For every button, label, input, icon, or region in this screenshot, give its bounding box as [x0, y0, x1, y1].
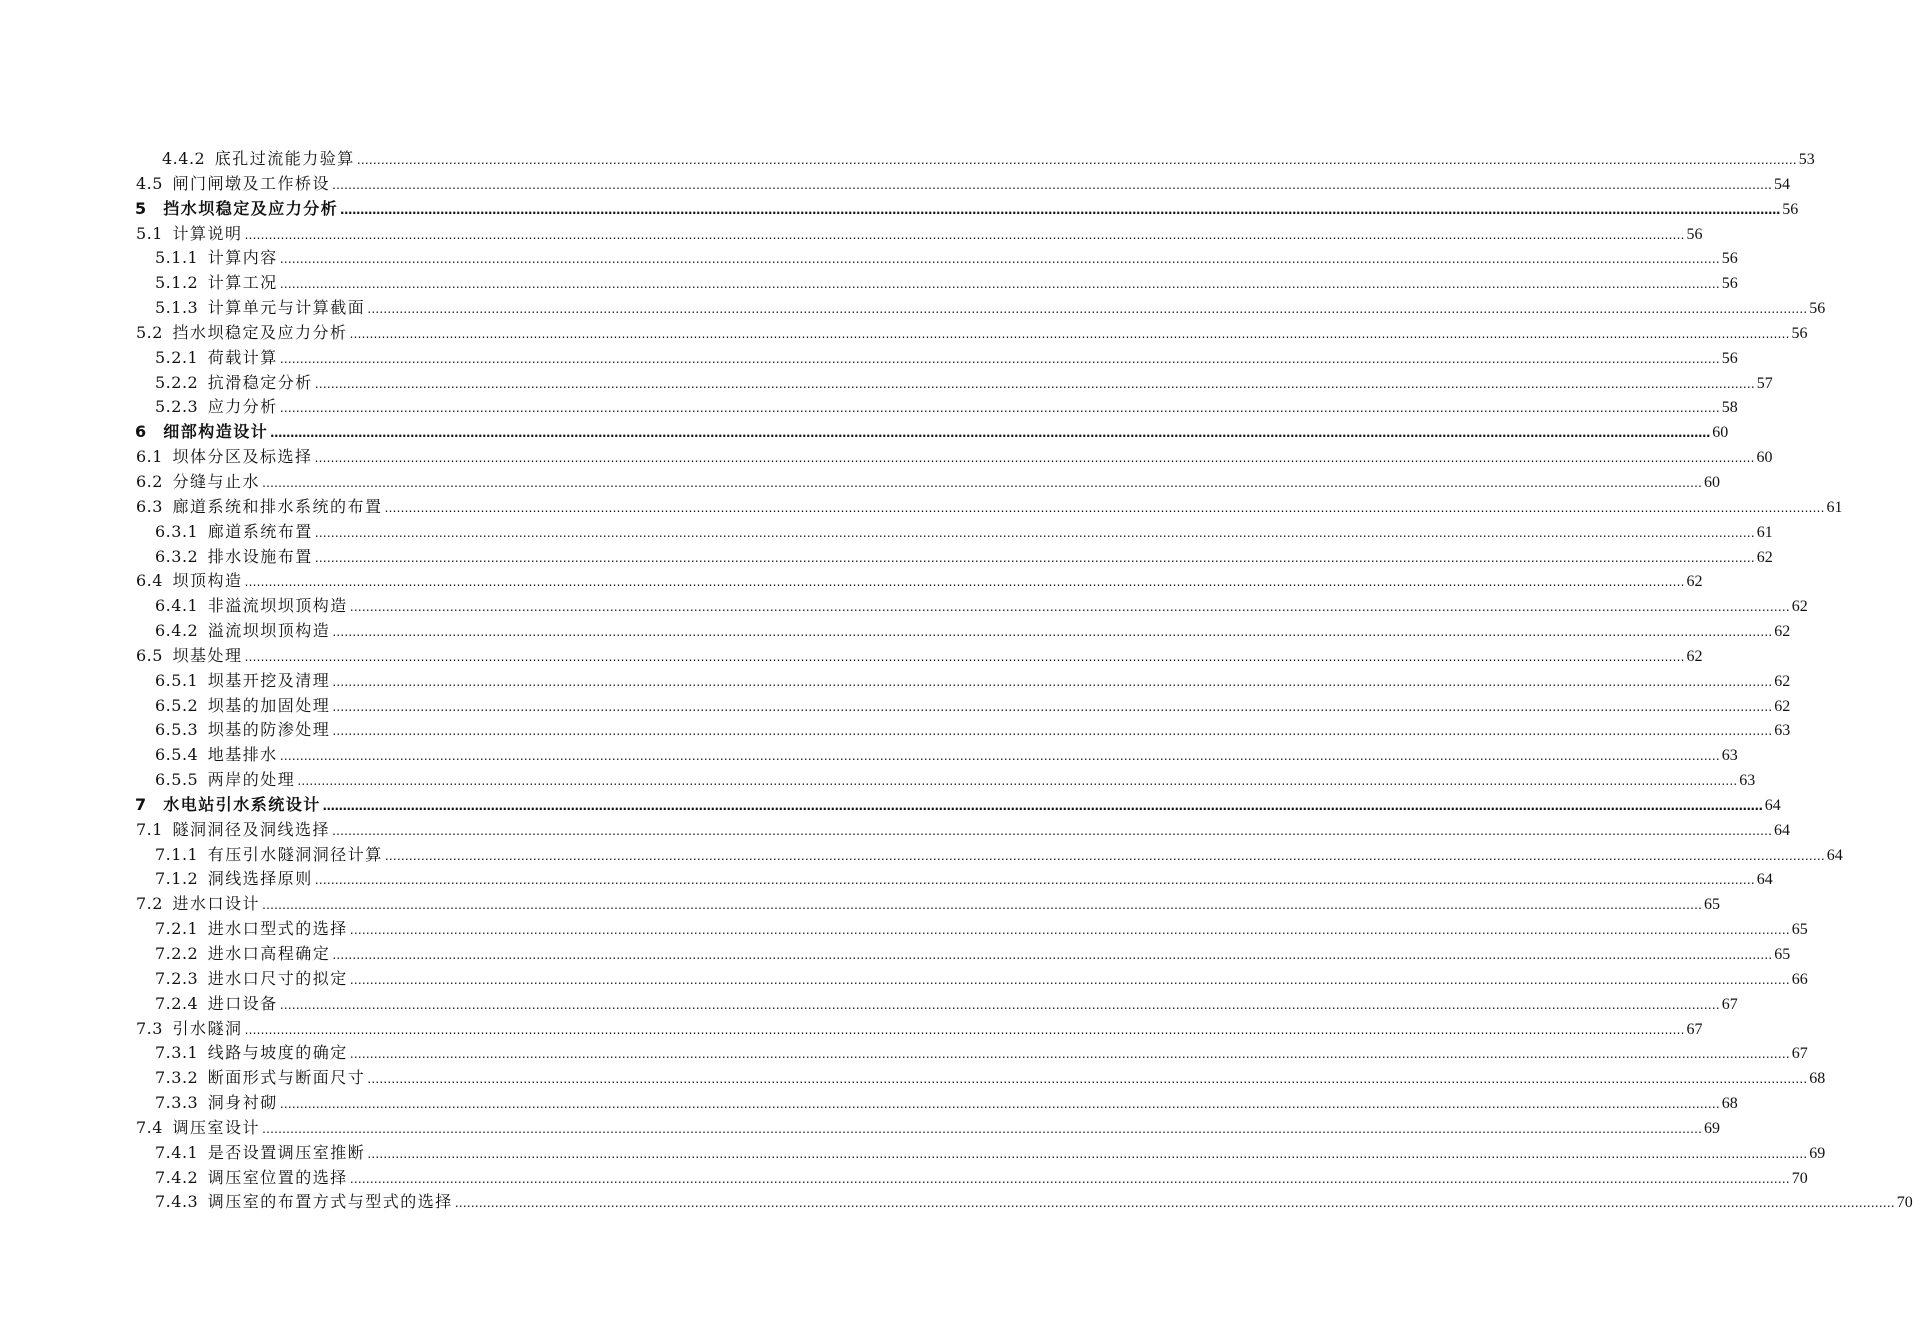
toc-entry-label — [136, 445, 312, 470]
toc-entry-title: 坝基的防渗处理 — [207, 720, 331, 740]
toc-entry-gap — [198, 745, 208, 764]
toc-entry-page-number: 60 — [1756, 449, 1773, 467]
toc-entry-number: 7.2.4 — [155, 993, 199, 1013]
toc-entry-page-number: 65 — [1703, 896, 1720, 914]
toc-entry-label — [136, 818, 330, 843]
toc-entry-page-number: 62 — [1791, 598, 1808, 616]
toc-entry-label — [155, 594, 348, 619]
toc-entry-label — [155, 545, 313, 570]
toc-entry-gap — [147, 199, 164, 218]
toc-entry-page-number: 60 — [1712, 424, 1729, 442]
toc-dot-leader: ……………………………………………………………………………………………………………………………………………………………………………………………………………………………………………………………………………………………………………………………… — [331, 177, 1772, 192]
toc-dot-leader: ……………………………………………………………………………………………………………………………………………………………………………………………………………………………………………………………………………………………………………………………… — [279, 252, 1720, 267]
toc-entry-title: 非溢流坝坝顶构造 — [207, 596, 348, 616]
toc-entry-label — [135, 197, 338, 222]
toc-dot-leader: ……………………………………………………………………………………………………………………………………………………………………………………………………………………………………………………………………………………………………………………………… — [314, 376, 1755, 391]
toc-entry-page-number: 64 — [1773, 821, 1790, 839]
toc-entry-title: 调压室位置的选择 — [207, 1167, 348, 1187]
toc-entry[interactable] — [0, 967, 1808, 992]
toc-entry-gap — [198, 969, 208, 988]
toc-entry-page-number: 58 — [1721, 399, 1738, 417]
toc-entry[interactable] — [0, 768, 1756, 793]
toc-entry-gap — [198, 919, 208, 938]
toc-entry-number: 7.3.3 — [155, 1093, 199, 1113]
toc-entry[interactable] — [0, 569, 1703, 594]
toc-entry-page-number: 64 — [1764, 796, 1781, 814]
toc-entry-gap — [198, 373, 208, 392]
toc-entry-number: 6.2 — [136, 471, 163, 491]
toc-entry-page-number: 56 — [1782, 200, 1799, 218]
toc-entry-label — [155, 1190, 453, 1215]
toc-dot-leader: ……………………………………………………………………………………………………………………………………………………………………………………………………………………………………………………………………………………………………………………………… — [261, 1121, 1702, 1136]
toc-entry-number: 6.5.5 — [155, 770, 199, 790]
toc-entry-number: 6.1 — [136, 447, 163, 467]
toc-dot-leader: ……………………………………………………………………………………………………………………………………………………………………………………………………………………………………………………………………………………………………………………………… — [349, 600, 1790, 615]
toc-entry[interactable] — [0, 644, 1703, 669]
toc-entry-label — [155, 942, 330, 967]
toc-entry[interactable] — [0, 1190, 1913, 1215]
toc-entry-number: 6.5.2 — [155, 695, 199, 715]
toc-entry-title: 洞身衬砌 — [207, 1093, 278, 1113]
toc-entry-page-number: 56 — [1721, 349, 1738, 367]
toc-entry-gap — [198, 1043, 208, 1062]
toc-dot-leader: ……………………………………………………………………………………………………………………………………………………………………………………………………………………………………………………………………………………………………………………………… — [244, 1022, 1685, 1037]
toc-entry-number: 5.1.2 — [155, 273, 199, 293]
toc-entry-title: 坝基开挖及清理 — [207, 670, 331, 690]
toc-entry-number: 6.4.2 — [155, 621, 199, 641]
toc-entry-title: 挡水坝稳定及应力分析 — [172, 322, 348, 342]
toc-entry-number: 6.5.4 — [155, 745, 199, 765]
toc-entry-title: 挡水坝稳定及应力分析 — [163, 198, 339, 218]
toc-entry-number: 5.1 — [136, 223, 163, 243]
toc-entry[interactable] — [0, 892, 1720, 917]
toc-entry-number: 7 — [135, 794, 147, 814]
toc-entry-label — [162, 147, 355, 172]
toc-entry-title: 廊道系统布置 — [207, 521, 313, 541]
toc-entry-title: 计算内容 — [207, 248, 278, 268]
toc-entry-title: 两岸的处理 — [207, 770, 296, 790]
toc-entry[interactable] — [0, 197, 1799, 222]
toc-entry-page-number: 56 — [1721, 275, 1738, 293]
toc-entry-page-number: 63 — [1739, 772, 1756, 790]
toc-entry-gap — [198, 944, 208, 963]
toc-dot-leader: ……………………………………………………………………………………………………………………………………………………………………………………………………………………………………………………………………………………………………………………………… — [279, 351, 1720, 366]
toc-entry-label — [155, 1166, 348, 1191]
toc-entry[interactable] — [0, 694, 1791, 719]
toc-entry-page-number: 67 — [1686, 1020, 1703, 1038]
toc-entry-title: 抗滑稳定分析 — [207, 372, 313, 392]
toc-entry-number: 6.5.3 — [155, 720, 199, 740]
toc-entry-gap — [147, 795, 164, 814]
toc-entry-number: 7.4.2 — [155, 1167, 199, 1187]
toc-entry-gap — [198, 248, 208, 267]
toc-dot-leader: ……………………………………………………………………………………………………………………………………………………………………………………………………………………………………………………………………………………………………………………………… — [332, 948, 1773, 962]
toc-entry-gap — [198, 298, 208, 317]
toc-entry[interactable] — [0, 1091, 1738, 1116]
toc-entry[interactable] — [0, 470, 1720, 495]
toc-entry[interactable] — [0, 395, 1738, 420]
toc-entry[interactable] — [0, 793, 1781, 818]
toc-entry-title: 调压室设计 — [172, 1117, 260, 1137]
toc-dot-leader: ……………………………………………………………………………………………………………………………………………………………………………………………………………………………………………………………………………………………………………………………… — [279, 401, 1720, 416]
toc-entry[interactable] — [0, 172, 1790, 197]
toc-entry[interactable] — [0, 942, 1791, 967]
toc-dot-leader: ……………………………………………………………………………………………………………………………………………………………………………………………………………………………………………………………………………………………………………………………… — [367, 302, 1808, 317]
table-of-contents — [0, 147, 1913, 1215]
toc-entry-label — [155, 1091, 278, 1116]
toc-entry[interactable] — [0, 246, 1738, 271]
toc-dot-leader: ……………………………………………………………………………………………………………………………………………………………………………………………………………………………………………………………………………………………………………………………… — [270, 426, 1711, 441]
toc-entry-gap — [198, 596, 208, 615]
toc-dot-leader: ……………………………………………………………………………………………………………………………………………………………………………………………………………………………………………………………………………………………………………………………… — [367, 1146, 1808, 1161]
toc-entry-number: 5.1.1 — [155, 248, 199, 268]
toc-entry-number: 5 — [135, 198, 147, 218]
toc-entry-gap — [198, 671, 208, 690]
toc-entry-title: 隧洞洞径及洞线选择 — [172, 819, 330, 839]
toc-entry[interactable] — [0, 1141, 1826, 1166]
toc-entry-number: 7.4.3 — [155, 1192, 199, 1212]
toc-dot-leader: ……………………………………………………………………………………………………………………………………………………………………………………………………………………………………………………………………………………………………………………………… — [314, 451, 1755, 466]
toc-entry-gap — [198, 1192, 208, 1211]
toc-entry-number: 6 — [135, 422, 147, 442]
toc-entry-gap — [205, 149, 215, 168]
toc-entry-page-number: 62 — [1756, 548, 1773, 566]
toc-entry-number: 7.1 — [136, 819, 163, 839]
toc-entry-page-number: 61 — [1826, 498, 1843, 516]
toc-dot-leader: ……………………………………………………………………………………………………………………………………………………………………………………………………………………………………………………………………………………………………………………………… — [314, 873, 1755, 888]
toc-entry-page-number: 62 — [1774, 672, 1791, 690]
toc-entry-title: 坝体分区及标选择 — [172, 447, 313, 467]
toc-entry-title: 应力分析 — [207, 397, 278, 417]
toc-entry-number: 7.3 — [136, 1018, 163, 1038]
toc-entry[interactable] — [0, 992, 1738, 1017]
toc-entry-page-number: 66 — [1791, 970, 1808, 988]
toc-entry-title: 进水口高程确定 — [207, 944, 331, 963]
toc-dot-leader: ……………………………………………………………………………………………………………………………………………………………………………………………………………………………………………………………………………………………………………………………… — [244, 649, 1685, 664]
toc-entry[interactable] — [0, 743, 1738, 768]
toc-entry-number: 5.2.2 — [155, 372, 199, 392]
toc-entry-gap — [198, 348, 208, 367]
toc-entry-number: 7.1.1 — [155, 844, 199, 864]
toc-entry-title: 排水设施布置 — [207, 546, 313, 566]
toc-entry-label — [155, 917, 348, 942]
toc-entry-gap — [198, 397, 208, 416]
toc-entry-page-number: 54 — [1773, 175, 1790, 193]
toc-entry-gap — [198, 547, 208, 566]
toc-entry-label — [136, 644, 242, 669]
toc-entry[interactable] — [0, 222, 1703, 247]
toc-entry-gap — [198, 522, 208, 541]
toc-entry-title: 荷载计算 — [207, 347, 278, 367]
toc-entry-page-number: 65 — [1774, 946, 1791, 963]
toc-entry-number: 6.3 — [136, 496, 163, 516]
toc-entry-gap — [198, 1143, 208, 1162]
toc-entry-label — [155, 395, 278, 420]
toc-dot-leader: ……………………………………………………………………………………………………………………………………………………………………………………………………………………………………………………………………………………………………………………………… — [454, 1196, 1895, 1211]
toc-entry-number: 7.2.2 — [155, 944, 199, 963]
toc-entry-page-number: 62 — [1686, 573, 1703, 591]
toc-entry-label — [155, 520, 313, 545]
toc-dot-leader: ……………………………………………………………………………………………………………………………………………………………………………………………………………………………………………………………………………………………………………………………… — [261, 475, 1702, 490]
toc-entry-title: 廊道系统和排水系统的布置 — [172, 496, 383, 516]
toc-entry-number: 4.5 — [136, 173, 163, 193]
toc-entry-page-number: 56 — [1686, 225, 1703, 243]
toc-entry[interactable] — [0, 1066, 1826, 1091]
toc-entry-title: 断面形式与断面尺寸 — [207, 1068, 366, 1088]
toc-entry-label — [155, 669, 330, 694]
toc-entry-number: 6.5 — [136, 645, 163, 665]
toc-dot-leader: ……………………………………………………………………………………………………………………………………………………………………………………………………………………………………………………………………………………………………………………………… — [349, 326, 1790, 341]
toc-entry[interactable] — [0, 619, 1791, 644]
toc-entry[interactable] — [0, 545, 1773, 570]
toc-dot-leader: ……………………………………………………………………………………………………………………………………………………………………………………………………………………………………………………………………………………………………………………………… — [314, 550, 1755, 565]
toc-dot-leader: ……………………………………………………………………………………………………………………………………………………………………………………………………………………………………………………………………………………………………………………………… — [384, 500, 1825, 515]
toc-entry-title: 有压引水隧洞洞径计算 — [207, 844, 383, 864]
toc-entry[interactable] — [0, 420, 1729, 445]
toc-dot-leader: ……………………………………………………………………………………………………………………………………………………………………………………………………………………………………………………………………………………………………………………………… — [279, 277, 1720, 292]
toc-entry[interactable] — [0, 669, 1791, 694]
toc-entry-page-number: 69 — [1703, 1119, 1720, 1137]
toc-entry-label — [155, 371, 313, 396]
toc-entry-gap — [198, 845, 208, 864]
toc-entry-label — [155, 843, 383, 868]
toc-entry-page-number: 67 — [1791, 1045, 1808, 1063]
toc-entry-number: 7.4 — [136, 1117, 163, 1137]
toc-entry-label — [136, 1116, 260, 1141]
toc-entry-label — [155, 1141, 365, 1166]
toc-entry-gap — [198, 1068, 208, 1087]
toc-entry-label — [136, 1017, 242, 1042]
toc-entry-gap — [198, 720, 208, 739]
toc-entry-page-number: 57 — [1756, 374, 1773, 392]
toc-dot-leader: ……………………………………………………………………………………………………………………………………………………………………………………………………………………………………………………………………………………………………………………………… — [349, 972, 1790, 987]
toc-entry-number: 5.2.1 — [155, 347, 199, 367]
toc-entry-title: 进口设备 — [207, 993, 278, 1013]
toc-entry-gap — [198, 696, 208, 715]
toc-dot-leader: ……………………………………………………………………………………………………………………………………………………………………………………………………………………………………………………………………………………………………………………………… — [332, 674, 1773, 689]
toc-entry-label — [155, 992, 278, 1017]
toc-entry-title: 进水口型式的选择 — [207, 919, 348, 939]
toc-dot-leader: ……………………………………………………………………………………………………………………………………………………………………………………………………………………………………………………………………………………………………………………………… — [349, 1171, 1790, 1186]
toc-entry-title: 分缝与止水 — [172, 471, 260, 491]
toc-entry-gap — [147, 422, 164, 441]
toc-dot-leader: ……………………………………………………………………………………………………………………………………………………………………………………………………………………………………………………………………………………………………………………………… — [367, 1072, 1808, 1087]
toc-entry-page-number: 56 — [1791, 324, 1808, 342]
toc-dot-leader: ……………………………………………………………………………………………………………………………………………………………………………………………………………………………………………………………………………………………………………………………… — [261, 898, 1702, 913]
toc-entry[interactable] — [0, 495, 1843, 520]
toc-entry-label — [155, 296, 365, 321]
toc-entry-label — [136, 321, 347, 346]
toc-entry-label — [155, 768, 295, 793]
toc-entry-number: 7.2.1 — [155, 919, 199, 939]
toc-entry-title: 进水口尺寸的拟定 — [207, 968, 348, 988]
toc-entry-label — [155, 867, 313, 892]
toc-entry-label — [155, 743, 278, 768]
toc-entry-label — [155, 619, 330, 644]
toc-entry-page-number: 67 — [1721, 995, 1738, 1013]
toc-entry[interactable] — [0, 321, 1808, 346]
toc-entry-label — [136, 470, 260, 495]
toc-entry-title: 坝基的加固处理 — [207, 695, 331, 715]
toc-dot-leader: ……………………………………………………………………………………………………………………………………………………………………………………………………………………………………………………………………………………………………………………………… — [332, 699, 1773, 714]
toc-entry-label — [136, 222, 242, 247]
toc-entry-number: 7.1.2 — [155, 869, 199, 889]
toc-entry-title: 溢流坝坝顶构造 — [207, 621, 331, 641]
toc-entry-title: 闸门闸墩及工作桥设 — [172, 173, 330, 193]
toc-entry-page-number: 53 — [1798, 151, 1815, 168]
toc-entry-label — [155, 271, 278, 296]
toc-entry-page-number: 62 — [1774, 697, 1791, 715]
toc-entry-gap — [198, 994, 208, 1013]
toc-entry-label — [136, 172, 330, 197]
toc-entry-label — [155, 246, 278, 271]
toc-entry[interactable] — [0, 520, 1773, 545]
toc-entry-label — [136, 569, 242, 594]
toc-entry[interactable] — [0, 818, 1790, 843]
toc-entry-gap — [198, 1168, 208, 1187]
toc-entry-page-number: 56 — [1809, 300, 1826, 318]
toc-entry-title: 地基排水 — [207, 745, 278, 765]
toc-dot-leader: ……………………………………………………………………………………………………………………………………………………………………………………………………………………………………………………………………………………………………………………………… — [297, 774, 1738, 789]
toc-entry-number: 6.4.1 — [155, 596, 199, 616]
toc-dot-leader: ……………………………………………………………………………………………………………………………………………………………………………………………………………………………………………………………………………………………………………………………… — [356, 153, 1797, 167]
toc-entry-number: 7.3.1 — [155, 1043, 199, 1063]
toc-entry-number: 5.2 — [136, 322, 163, 342]
toc-entry-label — [155, 1041, 348, 1066]
toc-entry-page-number: 70 — [1896, 1194, 1913, 1212]
toc-entry-number: 7.3.2 — [155, 1068, 199, 1088]
toc-dot-leader: ……………………………………………………………………………………………………………………………………………………………………………………………………………………………………………………………………………………………………………………………… — [279, 997, 1720, 1012]
toc-dot-leader: ……………………………………………………………………………………………………………………………………………………………………………………………………………………………………………………………………………………………………………………………… — [340, 202, 1781, 217]
toc-entry-page-number: 63 — [1774, 722, 1791, 740]
toc-entry[interactable] — [0, 843, 1843, 868]
toc-entry-label — [136, 892, 260, 917]
toc-entry-label — [136, 495, 382, 520]
toc-dot-leader: ……………………………………………………………………………………………………………………………………………………………………………………………………………………………………………………………………………………………………………………………… — [279, 1097, 1720, 1112]
toc-entry[interactable] — [0, 271, 1738, 296]
toc-dot-leader: ……………………………………………………………………………………………………………………………………………………………………………………………………………………………………………………………………………………………………………………………… — [244, 227, 1685, 242]
toc-entry-number: 7.2.3 — [155, 968, 199, 988]
toc-entry-title: 坝顶构造 — [172, 571, 243, 591]
toc-entry-title: 进水口设计 — [172, 894, 260, 914]
toc-entry-number: 6.3.2 — [155, 546, 199, 566]
toc-dot-leader: ……………………………………………………………………………………………………………………………………………………………………………………………………………………………………………………………………………………………………………………………… — [349, 1047, 1790, 1062]
toc-dot-leader: ……………………………………………………………………………………………………………………………………………………………………………………………………………………………………………………………………………………………………………………………… — [279, 749, 1720, 764]
toc-entry-title: 底孔过流能力验算 — [214, 149, 355, 168]
toc-entry-page-number: 69 — [1809, 1144, 1826, 1162]
toc-entry-label — [155, 967, 348, 992]
toc-entry[interactable] — [0, 371, 1773, 396]
toc-entry-page-number: 70 — [1791, 1169, 1808, 1187]
toc-entry-label — [155, 718, 330, 743]
toc-entry-title: 线路与坡度的确定 — [207, 1043, 348, 1063]
toc-entry-gap — [198, 1093, 208, 1112]
toc-entry-page-number: 68 — [1809, 1070, 1826, 1088]
toc-dot-leader: ……………………………………………………………………………………………………………………………………………………………………………………………………………………………………………………………………………………………………………………………… — [349, 923, 1790, 938]
toc-dot-leader: ……………………………………………………………………………………………………………………………………………………………………………………………………………………………………………………………………………………………………………………………… — [314, 525, 1755, 540]
toc-entry-label — [155, 1066, 365, 1091]
toc-entry-title: 调压室的布置方式与型式的选择 — [207, 1192, 453, 1212]
toc-entry-page-number: 63 — [1721, 747, 1738, 765]
toc-entry-page-number: 56 — [1721, 250, 1738, 268]
toc-dot-leader: ……………………………………………………………………………………………………………………………………………………………………………………………………………………………………………………………………………………………………………………………… — [331, 823, 1772, 838]
toc-entry[interactable] — [0, 346, 1738, 371]
toc-entry-gap — [198, 869, 208, 888]
toc-entry-title: 坝基处理 — [172, 645, 243, 665]
toc-entry-gap — [198, 621, 208, 640]
toc-entry-number: 4.4.2 — [162, 149, 206, 168]
toc-entry-title: 是否设置调压室推断 — [207, 1142, 366, 1162]
toc-entry-title: 洞线选择原则 — [207, 869, 313, 889]
toc-entry-number: 5.1.3 — [155, 298, 199, 318]
toc-entry-page-number: 61 — [1756, 523, 1773, 541]
toc-entry-title: 引水隧洞 — [172, 1018, 243, 1038]
toc-entry[interactable] — [0, 1116, 1720, 1141]
toc-entry-number: 6.5.1 — [155, 670, 199, 690]
toc-entry-title: 计算说明 — [172, 223, 243, 243]
toc-entry-page-number: 64 — [1756, 871, 1773, 889]
toc-entry[interactable] — [0, 867, 1773, 892]
toc-entry-label — [135, 420, 268, 445]
toc-entry-number: 7.2 — [136, 894, 163, 914]
toc-entry[interactable] — [0, 594, 1808, 619]
toc-entry-page-number: 60 — [1703, 473, 1720, 491]
toc-entry-title: 计算工况 — [207, 273, 278, 293]
toc-entry[interactable] — [0, 718, 1791, 743]
toc-entry-page-number: 62 — [1686, 647, 1703, 665]
toc-entry-page-number: 62 — [1774, 623, 1791, 641]
toc-entry-gap — [198, 273, 208, 292]
toc-entry-number: 6.3.1 — [155, 521, 199, 541]
toc-entry-page-number: 68 — [1721, 1095, 1738, 1113]
toc-dot-leader: ……………………………………………………………………………………………………………………………………………………………………………………………………………………………………………………………………………………………………………………………… — [332, 724, 1773, 739]
toc-entry[interactable] — [0, 1166, 1808, 1191]
toc-entry-number: 7.4.1 — [155, 1142, 199, 1162]
toc-dot-leader: ……………………………………………………………………………………………………………………………………………………………………………………………………………………………………………………………………………………………………………………………… — [244, 575, 1685, 590]
toc-entry-title: 计算单元与计算截面 — [207, 298, 366, 318]
toc-entry[interactable] — [0, 296, 1826, 321]
toc-entry[interactable] — [0, 917, 1808, 942]
toc-entry-title: 细部构造设计 — [163, 422, 269, 442]
toc-dot-leader: ……………………………………………………………………………………………………………………………………………………………………………………………………………………………………………………………………………………………………………………………… — [384, 848, 1825, 863]
toc-entry[interactable] — [0, 1041, 1808, 1066]
toc-entry-label — [135, 793, 321, 818]
toc-dot-leader: ……………………………………………………………………………………………………………………………………………………………………………………………………………………………………………………………………………………………………………………………… — [332, 625, 1773, 640]
toc-entry-number: 6.4 — [136, 571, 163, 591]
toc-entry-label — [155, 694, 330, 719]
toc-entry-title: 水电站引水系统设计 — [163, 794, 321, 814]
toc-entry-number: 5.2.3 — [155, 397, 199, 417]
toc-entry-page-number: 65 — [1791, 921, 1808, 939]
toc-entry[interactable] — [0, 147, 1815, 172]
toc-entry[interactable] — [0, 1017, 1703, 1042]
toc-entry-page-number: 64 — [1826, 846, 1843, 864]
toc-entry-label — [155, 346, 278, 371]
toc-dot-leader: ……………………………………………………………………………………………………………………………………………………………………………………………………………………………………………………………………………………………………………………………… — [322, 798, 1763, 813]
toc-entry-gap — [198, 770, 208, 789]
toc-entry[interactable] — [0, 445, 1773, 470]
